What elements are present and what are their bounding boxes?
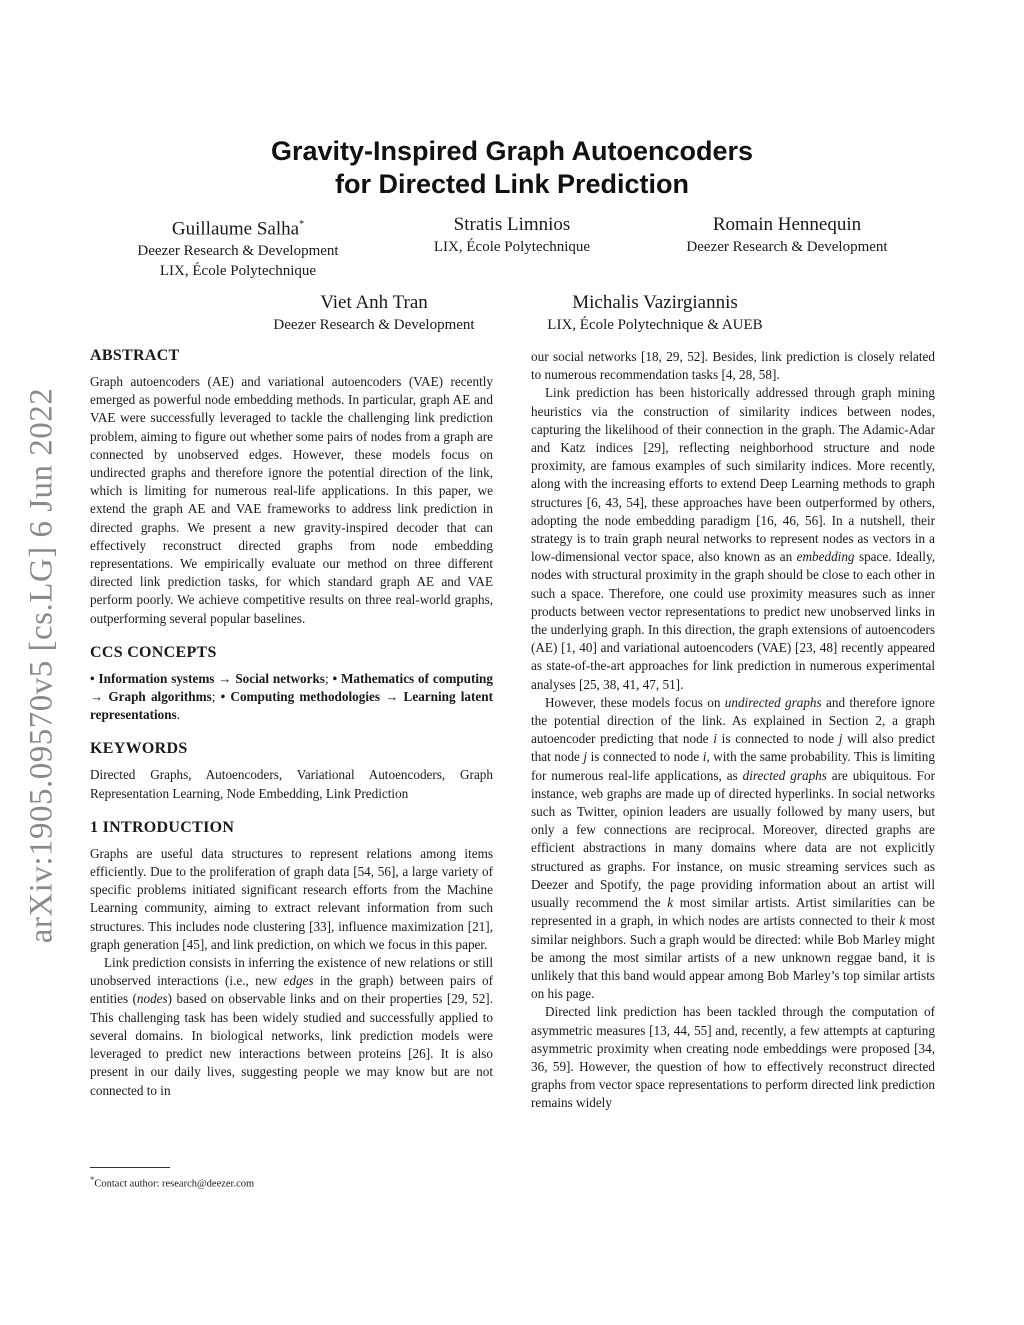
intro-paragraph-2: Link prediction consists in inferring the existence of new relations or still unobserved interactions (i.e., new edges in the graph) between pairs of entities (nodes) based on observable links and on their properties [29, 52]. This challenging task has been widely studied and successfully applied to several domains. In biological networks, link prediction models were leveraged to predict new interactions between proteins [26]. It is also present in our daily lives, suggesting people we may know but are not connected to in [90, 955, 493, 1098]
author-2 [392, 213, 632, 257]
author-affiliation: Deezer Research & Development [273, 317, 475, 333]
title-line-2: for Directed Link Prediction [334, 169, 690, 199]
left-column [90, 345, 493, 1100]
abstract-text: Graph autoencoders (AE) and variational autoencoders (VAE) recently emerged as powerful node embedding methods. In particular, graph AE and VAE were successfully leveraged to tackle the challenging link prediction problem, aiming to figure out whether some pairs of nodes from a graph are connected by unobserved edges. However, these models focus on undirected graphs and therefore ignore the potential direction of the link, which is limiting for numerous real-life applications. In this paper, we extend the graph AE and VAE frameworks to address link prediction in directed graphs. We present a new gravity-inspired decoder that can effectively reconstruct directed graphs from node embedding representations. We empirically evaluate our method on three different directed link prediction tasks, for which standard graph AE and VAE perform poorly. We achieve competitive results on three real-world graphs, outperforming several popular baselines. [90, 374, 493, 626]
author-3 [657, 213, 917, 257]
author-affiliation: Deezer Research & Development [686, 239, 888, 255]
intro-paragraph-1: Graphs are useful data structures to represent relations among items efficiently. Due to the proliferation of graph data [54, 56], a large variety of specific problems initiated significant research efforts from the Machine Learning community, aiming to extract relevant information from such structures. This includes node clustering [33], influence maximization [21], graph generation [45], and link prediction, on which we focus in this paper. [90, 845, 493, 952]
ccs-concept-1: • Information systems → Social networks [90, 670, 325, 686]
footnote [90, 1173, 254, 1191]
author-5 [520, 291, 790, 335]
author-name: Stratis Limnios [453, 214, 571, 235]
footnote-mark: * [90, 1174, 95, 1184]
ccs-concepts: • Information systems → Social networks; • Mathematics of computing → Graph algorithms; • Computing methodologies → Learning latent representations. [90, 670, 493, 723]
arxiv-stamp [22, 370, 62, 960]
author-affiliation: Deezer Research & Development [137, 243, 339, 260]
author-affiliation-2: LIX, École Polytechnique [159, 263, 317, 280]
introduction-heading: 1 INTRODUCTION [90, 818, 235, 836]
keywords-heading: KEYWORDS [90, 740, 188, 758]
author-footnote-mark: * [299, 219, 305, 230]
intro-paragraph-4: However, these models focus on undirected graphs and therefore ignore the potential direction of the link. As explained in Section 2, a graph autoencoder predicting that node i is connected to node j will also predict that node j is connected to node i, with the same probability. This is limiting for numerous real-life applications, as directed graphs are ubiquitous. For instance, web graphs are made up of directed hyperlinks. In social networks such as Twitter, opinion leaders are usually followed by many users, but only a few connections are reciprocal. Moreover, directed graphs are efficient abstractions in many domains where data are not explicitly structured as graphs. For instance, on music streaming services such as Deezer and Spotify, the page providing information about an artist will usually recommend the k most similar artists. Artist similarities can be represented in a graph, in which nodes are artists connected to their k most similar neighbors. Such a graph would be directed: while Bob Marley might be among the most similar artists of a new unknown reggae band, it is unlikely that this band would appear among Bob Marley’s top similar artists on his page. [531, 694, 936, 1002]
author-name: Guillaume Salha [171, 218, 300, 240]
footnote-rule [90, 1167, 170, 1168]
author-4 [244, 291, 504, 335]
intro-paragraph-3: Link prediction has been historically addressed through graph mining heuristics via the construction of similarity indices between nodes, capturing the likelihood of their connection in the graph. The Adamic-Adar and Katz indices [29], reflecting neighborhood structure and node proximity, are famous examples of such similarity indices. More recently, along with the increasing efforts to extend Deep Learning methods to graph structures [6, 43, 54], these approaches have been outperformed by others, adopting the node embedding paradigm [16, 46, 56]. In a nutshell, their strategy is to train graph neural networks to represent nodes as vectors in a low-dimensional vector space, also known as an embedding space. Ideally, nodes with structural proximity in the graph should be close to each other in such a space. Therefore, one could use proximity measures such as inner products between vector representations to predict new unobserved links in the underlying graph. In this direction, the graph extensions of autoencoders (AE) [1, 40] and variational autoencoders (VAE) [23, 48] recently appeared as state-of-the-art approaches for link prediction in numerous experimental analyses [25, 38, 41, 47, 51]. [531, 385, 935, 692]
paper-title [0, 135, 1024, 201]
right-column [531, 348, 935, 1113]
footnote-text: Contact author: research@deezer.com [94, 1178, 255, 1190]
abstract-heading: ABSTRACT [90, 347, 180, 364]
title-line-1: Gravity-Inspired Graph Autoencoders [270, 136, 754, 166]
intro-paragraph-2-cont: our social networks [18, 29, 52]. Besides, link prediction is closely related to numerous recommendation tasks [4, 28, 58]. [531, 349, 935, 383]
author-affiliation: LIX, École Polytechnique [433, 239, 591, 255]
author-1 [108, 213, 368, 281]
keywords-text: Directed Graphs, Autoencoders, Variational Autoencoders, Graph Representation Learning, Node Embedding, Link Prediction [90, 767, 493, 801]
author-name: Romain Hennequin [712, 214, 862, 235]
arxiv-stamp-text: arXiv:1905.09570v5 [cs.LG] 6 Jun 2022 [23, 387, 60, 943]
intro-paragraph-5: Directed link prediction has been tackled through the computation of asymmetric measures [13, 44, 55] and, recently, a few attempts at capturing asymmetric proximity when creating node embeddings were proposed [34, 36, 59]. However, the question of how to effectively reconstruct directed graphs from vector space representations to perform directed link prediction remains widely [531, 1004, 935, 1111]
ccs-concept-2: • Mathematics of computing → Graph algorithms [90, 670, 493, 705]
ccs-heading: CCS CONCEPTS [90, 643, 217, 661]
author-name: Michalis Vazirgiannis [572, 292, 738, 313]
author-affiliation: LIX, École Polytechnique & AUEB [547, 317, 763, 333]
ccs-concept-3: • Computing methodologies → Learning latent representations [90, 689, 493, 723]
author-name: Viet Anh Tran [320, 292, 428, 313]
